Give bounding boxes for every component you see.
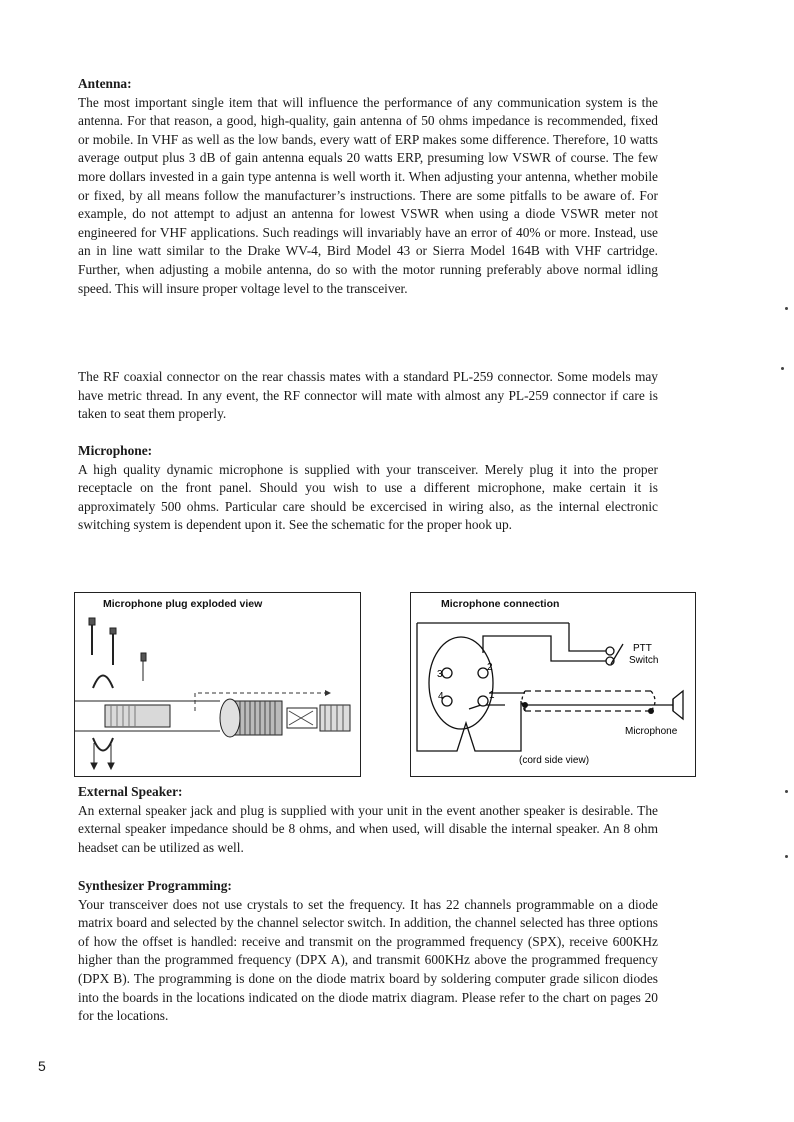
scan-speck [781,367,784,370]
external-speaker-section [78,783,658,857]
mic-plug-drawing [75,593,360,776]
scan-speck [785,790,788,793]
pin-label-2: 2 [487,662,493,673]
mic-plug-figure [74,592,361,777]
mic-connection-figure-title: Microphone connection [441,598,560,610]
scan-speck [785,855,788,858]
rf-connector-section [78,368,658,424]
antenna-section [78,75,658,298]
ptt-label: PTT [633,643,652,654]
microphone-icon [673,691,683,719]
microphone-body: A high quality dynamic microphone is supplied with your transceiver. Merely plug it into the proper receptacle on the front panel. Should you wish to use a different microphone, make certain it is approximately 500 ohms. Particular care should be excercised in wiring also, as the internal electronic switching system is dependent upon it. See the schematic for the proper hook up. [78,461,658,533]
pin-label-3: 3 [437,669,443,680]
mic-connection-figure [410,592,696,777]
synthesizer-body: Your transceiver does not use crystals to set the frequency. It has 22 channels programmable on a diode matrix board and selected by the channel selector switch. In addition, the channel selected has three options of how the offset is handled: receive and transmit on the programmed frequency (SPX), receive 600KHz higher than the programmed frequency (DPX A), and transmit 600KHz above the programmed frequency (DPX B). The programming is done on the diode matrix board by soldering computer grade silicon diodes into the boards in the locations indicated on the diode matrix diagram. Please refer to the chart on pages 20 for the locations. [78,896,658,1024]
antenna-heading: Antenna: [78,76,132,91]
mic-connection-diagram [411,593,695,776]
connector-insert-icon [287,705,350,731]
screw-icon [89,618,146,681]
pin-label-4: 4 [438,691,444,702]
mic-plug-figure-title: Microphone plug exploded view [103,598,263,610]
scan-speck [785,307,788,310]
synthesizer-heading: Synthesizer Programming: [78,878,232,893]
plug-sleeve-icon [105,705,170,727]
down-arrow-icon [91,743,114,769]
external-speaker-body: An external speaker jack and plug is supplied with your unit in the event another speaker is desirable. The external speaker impedance should be 8 ohms, and when used, will disable the internal speaker. An 8 ohm headset can be utilized as well. [78,802,658,855]
pin-3-icon [442,668,452,678]
pin-1-icon [478,696,488,706]
microphone-section [78,442,658,535]
rf-connector-body: The RF coaxial connector on the rear chassis mates with a standard PL-259 connector. Some models may have metric thread. In any event, the RF connector will mate with almost any PL-259 connector if care is taken to seat them properly. [78,369,658,422]
synthesizer-section [78,877,658,1026]
switch-label: Switch [629,655,659,666]
knurled-nut-icon [220,699,282,737]
connector-outline [417,623,521,751]
external-speaker-heading: External Speaker: [78,784,183,799]
cord-side-caption: (cord side view) [519,755,590,766]
microphone-heading: Microphone: [78,443,153,458]
pin-label-1: 1 [489,690,495,701]
antenna-body: The most important single item that will influence the performance of any communication system is the antenna. For that reason, a good, high-quality, gain antenna of 50 ohms impedance is recommended, fixed or mobile. In VHF as well as the low bands, every watt of ERP makes some difference. Therefore, 10 watts average output plus 3 dB of gain antenna equals 20 watts ERP, presuming low VSWR of course. The few more dollars invested in a gain type antenna is well worth it. When adjusting your antenna, whether mobile or fixed, by all means follow the manufacturer’s instructions. There are some pitfalls to be aware of. For example, do not attempt to adjust an antenna for lowest VSWR when using a diode VSWR meter not engineered for VHF applications. Such readings will invariably have an error of 40% or more. Instead, use an in line watt similar to the Drake WV-4, Bird Model 43 or Sierra Model 164B with VHF cartridge. Further, when adjusting a mobile antenna, do so with the motor running preferably above normal idling speed. This will insure proper voltage level to the transceiver. [78,94,658,296]
page-number: 5 [38,1058,46,1074]
microphone-label: Microphone [625,726,678,737]
